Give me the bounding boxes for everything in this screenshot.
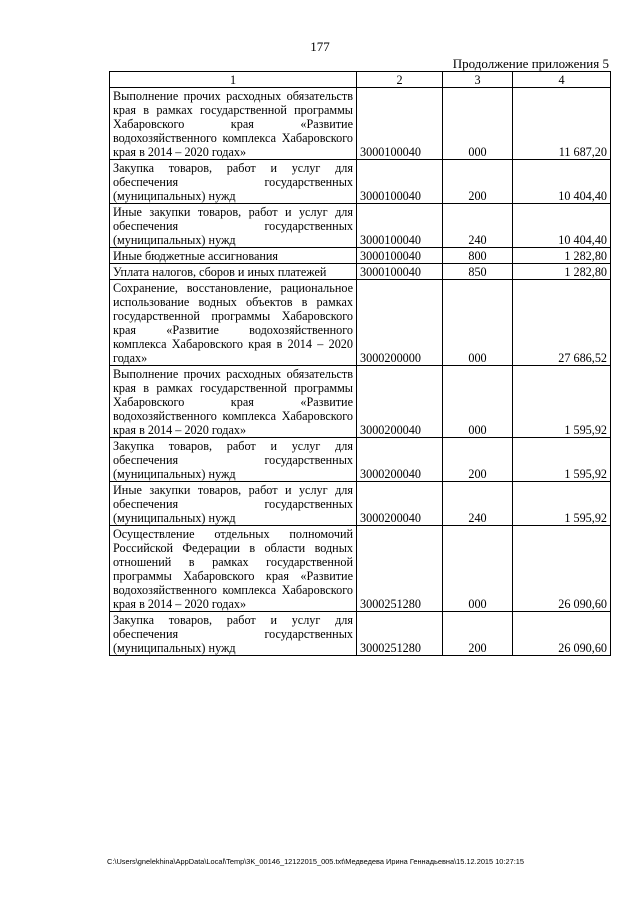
- row-name: Осуществление отдельных полномочий Российской Федерации в области водных отношений в рамках государственной программы Хабаровского края «Развитие водохозяйственного комплекса Хабаровского края в 2014 – 2020 годах»: [110, 526, 357, 612]
- appendix-continuation-label: Продолжение приложения 5: [452, 56, 609, 71]
- table-row: [110, 88, 611, 160]
- row-amount: 26 090,60: [513, 612, 611, 656]
- page-number: 177: [310, 39, 330, 54]
- table-row: [110, 526, 611, 612]
- table-header-row: [110, 72, 611, 88]
- table-row: [110, 264, 611, 280]
- row-name: Уплата налогов, сборов и иных платежей: [110, 264, 357, 280]
- row-amount: 10 404,40: [513, 160, 611, 204]
- row-amount: 26 090,60: [513, 526, 611, 612]
- table-row: [110, 248, 611, 264]
- row-name: Закупка товаров, работ и услуг для обеспечения государственных (муниципальных) нужд: [110, 612, 357, 656]
- row-target-code: 3000100040: [357, 160, 443, 204]
- row-amount: 11 687,20: [513, 88, 611, 160]
- budget-table: [109, 71, 611, 656]
- document-footer-path: C:\Users\gnelekhina\AppData\Local\Temp\3K_00146_12122015_005.txt\Медведева Ирина Геннадьевна\15.12.2015 10:27:15: [107, 857, 524, 866]
- row-target-code: 3000100040: [357, 264, 443, 280]
- column-header-4: 4: [513, 72, 611, 88]
- row-target-code: 3000251280: [357, 612, 443, 656]
- row-amount: 1 595,92: [513, 366, 611, 438]
- row-name: Закупка товаров, работ и услуг для обеспечения государственных (муниципальных) нужд: [110, 160, 357, 204]
- row-expense-type: 000: [443, 88, 513, 160]
- row-expense-type: 240: [443, 204, 513, 248]
- row-expense-type: 000: [443, 280, 513, 366]
- row-amount: 10 404,40: [513, 204, 611, 248]
- row-expense-type: 000: [443, 366, 513, 438]
- row-amount: 1 282,80: [513, 264, 611, 280]
- column-header-3: 3: [443, 72, 513, 88]
- table-row: [110, 366, 611, 438]
- row-expense-type: 200: [443, 612, 513, 656]
- row-target-code: 3000251280: [357, 526, 443, 612]
- row-name: Иные закупки товаров, работ и услуг для обеспечения государственных (муниципальных) нужд: [110, 482, 357, 526]
- row-expense-type: 800: [443, 248, 513, 264]
- table-row: [110, 612, 611, 656]
- row-target-code: 3000200040: [357, 366, 443, 438]
- column-header-1: 1: [110, 72, 357, 88]
- row-target-code: 3000200040: [357, 438, 443, 482]
- table-row: [110, 160, 611, 204]
- table-row: [110, 482, 611, 526]
- row-expense-type: 850: [443, 264, 513, 280]
- row-expense-type: 200: [443, 160, 513, 204]
- row-name: Сохранение, восстановление, рациональное использование водных объектов в рамках государственной программы Хабаровского края «Развитие водохозяйственного комплекса Хабаровского края в 2014 – 2020 годах»: [110, 280, 357, 366]
- row-amount: 27 686,52: [513, 280, 611, 366]
- row-name: Иные закупки товаров, работ и услуг для обеспечения государственных (муниципальных) нужд: [110, 204, 357, 248]
- row-target-code: 3000200040: [357, 482, 443, 526]
- row-amount: 1 595,92: [513, 438, 611, 482]
- row-name: Выполнение прочих расходных обязательств края в рамках государственной программы Хабаровского края «Развитие водохозяйственного комплекса Хабаровского края в 2014 – 2020 годах»: [110, 88, 357, 160]
- row-target-code: 3000200000: [357, 280, 443, 366]
- row-expense-type: 240: [443, 482, 513, 526]
- row-expense-type: 000: [443, 526, 513, 612]
- row-name: Выполнение прочих расходных обязательств края в рамках государственной программы Хабаровского края «Развитие водохозяйственного комплекса Хабаровского края в 2014 – 2020 годах»: [110, 366, 357, 438]
- row-target-code: 3000100040: [357, 88, 443, 160]
- row-name: Иные бюджетные ассигнования: [110, 248, 357, 264]
- row-target-code: 3000100040: [357, 248, 443, 264]
- row-target-code: 3000100040: [357, 204, 443, 248]
- table-row: [110, 280, 611, 366]
- row-expense-type: 200: [443, 438, 513, 482]
- table-row: [110, 204, 611, 248]
- row-name: Закупка товаров, работ и услуг для обеспечения государственных (муниципальных) нужд: [110, 438, 357, 482]
- row-amount: 1 282,80: [513, 248, 611, 264]
- table-row: [110, 438, 611, 482]
- column-header-2: 2: [357, 72, 443, 88]
- row-amount: 1 595,92: [513, 482, 611, 526]
